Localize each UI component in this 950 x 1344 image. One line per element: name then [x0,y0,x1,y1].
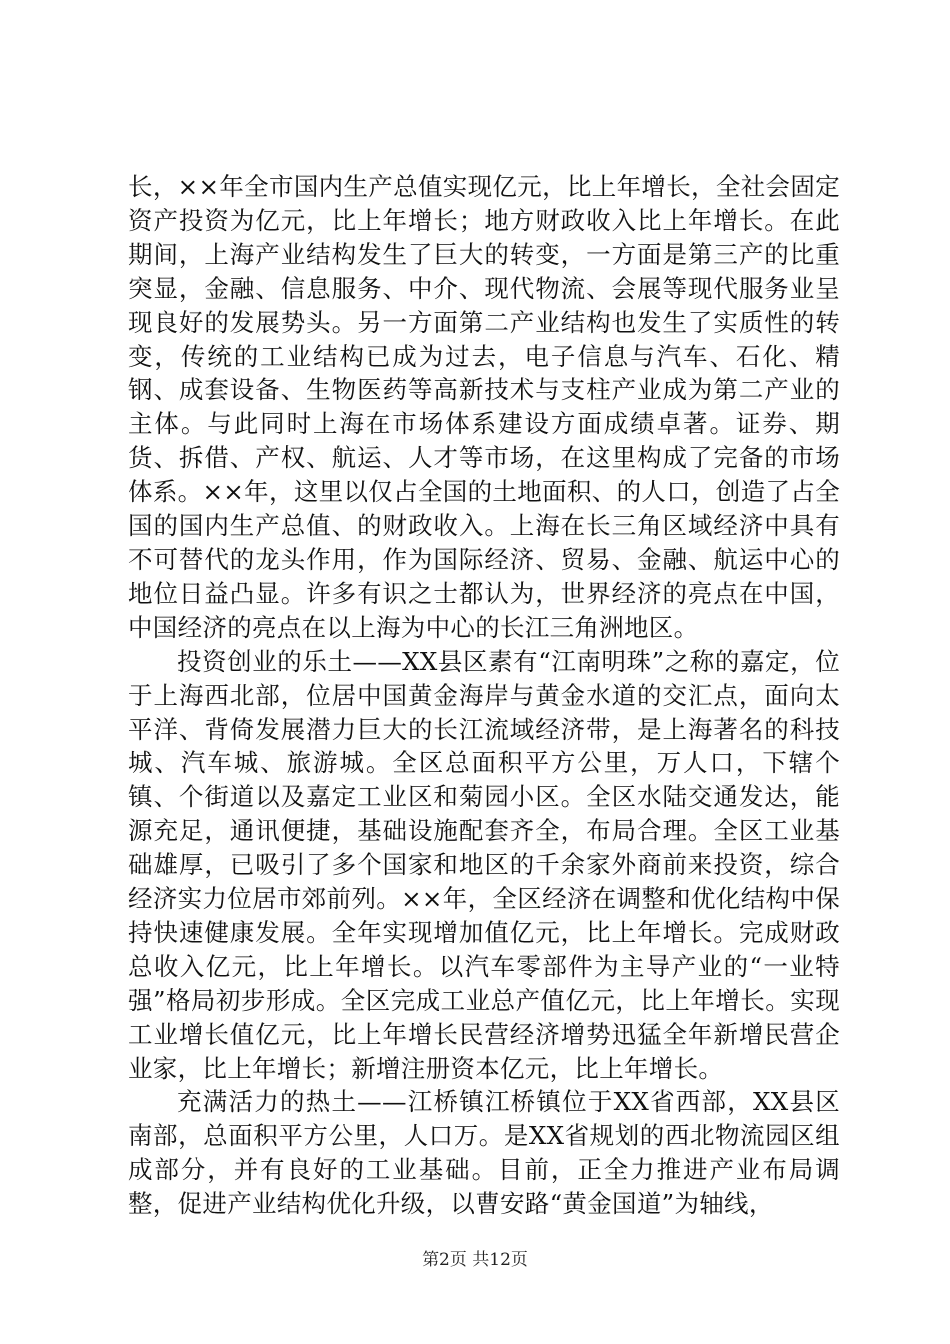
document-body [128,170,840,1221]
paragraph-1: 长，××年全市国内生产总值实现亿元，比上年增长，全社会固定资产投资为亿元，比上年增长；地方财政收入比上年增长。在此期间，上海产业结构发生了巨大的转变，一方面是第三产的比重突显，金融、信息服务、中介、现代物流、会展等现代服务业呈现良好的发展势头。另一方面第二产业结构也发生了实质性的转变，传统的工业结构已成为过去，电子信息与汽车、石化、精钢、成套设备、生物医药等高新技术与支柱产业成为第二产业的主体。与此同时上海在市场体系建设方面成绩卓著。证券、期货、拆借、产权、航运、人才等市场，在这里构成了完备的市场体系。××年，这里以仅占全国的土地面积、的人口，创造了占全国的国内生产总值、的财政收入。上海在长三角区域经济中具有不可替代的龙头作用，作为国际经济、贸易、金融、航运中心的地位日益凸显。许多有识之士都认为，世界经济的亮点在中国，中国经济的亮点在以上海为中心的长江三角洲地区。 [128,172,840,642]
paragraph-2: 投资创业的乐土——XX县区素有“江南明珠”之称的嘉定，位于上海西北部，位居中国黄金海岸与黄金水道的交汇点，面向太平洋、背倚发展潜力巨大的长江流域经济带，是上海著名的科技城、汽车城、旅游城。全区总面积平方公里，万人口，下辖个镇、个街道以及嘉定工业区和菊园小区。全区水陆交通发达，能源充足，通讯便捷，基础设施配套齐全，布局合理。全区工业基础雄厚，已吸引了多个国家和地区的千余家外商前来投资，综合经济实力位居市郊前列。××年，全区经济在调整和优化结构中保持快速健康发展。全年实现增加值亿元，比上年增长。完成财政总收入亿元，比上年增长。以汽车零部件为主导产业的“一业特强”格局初步形成。全区完成工业总产值亿元，比上年增长。实现工业增长值亿元，比上年增长民营经济增势迅猛全年新增民营企业家，比上年增长；新增注册资本亿元，比上年增长。 [128,646,840,1083]
page-footer [0,1245,950,1270]
paragraph-3: 充满活力的热土——江桥镇江桥镇位于XX省西部，XX县区南部，总面积平方公里，人口万。是XX省规划的西北物流园区组成部分，并有良好的工业基础。目前，正全力推进产业布局调整，促进产业结构优化升级，以曹安路“黄金国道”为轴线， [128,1087,840,1219]
page-number-label: 第2页 共12页 [422,1250,528,1270]
